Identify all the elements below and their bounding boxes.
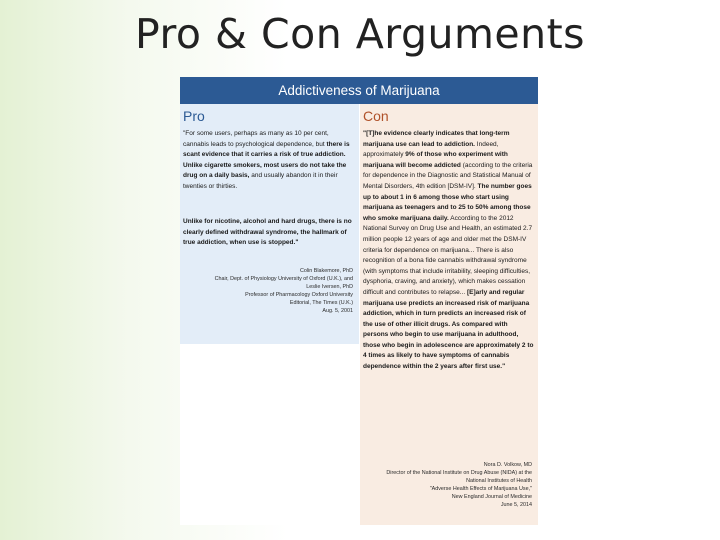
- pro-heading: Pro: [183, 108, 205, 124]
- pro-attribution-line: Aug. 5, 2001: [322, 307, 353, 314]
- con-attribution-line: National Institutes of Health: [466, 477, 532, 484]
- con-quote-part-e: The number goes up to about 1 in 6 among those who start using marijuana as teenagers and to 25 to 50% among those who smoke marijuana daily.: [363, 182, 532, 222]
- con-attribution-line: June 5, 2014: [500, 501, 532, 508]
- con-quote-part-f: According to the 2012 National Survey on Drug Use and Health, an estimated 2.7 million people 12 years of age and older met the DSM-IV criteria for dependence on marijuana... There is also recognition of a bona fide cannabis withdrawal syndrome (with symptoms that include irritability, sleeping difficulties, dysphoria, craving, and anxiety), which makes cessation difficult and contributes to relapse...: [363, 214, 533, 296]
- con-quote-part-d: (according to the criteria for dependence in the Diagnostic and Statistical Manual of Mental Disorders, 4th edition [DSM-IV].: [363, 161, 533, 190]
- slide-title: Pro & Con Arguments: [134, 10, 586, 58]
- pro-attribution-line: Professor of Pharmacology Oxford University: [245, 291, 353, 298]
- con-attribution-line: Nora D. Volkow, MD: [483, 462, 532, 468]
- pro-quote-paragraph-2: [183, 217, 355, 249]
- con-quote-part-a: "[T]he evidence clearly indicates that long-term marijuana use can lead to addiction.: [363, 130, 510, 148]
- con-column: [360, 104, 538, 525]
- con-heading: Con: [363, 108, 389, 124]
- con-quote-part-g: [E]arly and regular marijuana use predicts an increased risk of marijuana addiction, which in turn predicts an increased risk of the use of other illicit drugs. As compared with persons who begin to use marijuana in adulthood, those who begin in adolescence are approximately 2 to 4 times as likely to have symptoms of cannabis dependence within the 2 years after first use.": [363, 288, 534, 371]
- con-quote-part-c: 9% of those who experiment with marijuana will become addicted: [363, 151, 508, 169]
- panel-banner: Addictiveness of Marijuana: [180, 77, 538, 104]
- con-attribution-line: New England Journal of Medicine: [451, 493, 532, 500]
- pro-attribution-line: Editorial, The Times (U.K.): [289, 299, 353, 306]
- pro-quote-p1-part-b: there is scant evidence that it carries a risk of true addiction. Unlike cigarette smokers, most users do not take the drug on a daily basis,: [183, 140, 350, 180]
- con-attribution: [386, 462, 532, 509]
- pro-attribution-line: Leslie Iversen, PhD: [306, 283, 353, 290]
- con-attribution-line: Director of the National Institute on Drug Abuse (NIDA) at the: [386, 469, 532, 476]
- pro-attribution-line: Chair, Dept. of Physiology University of Oxford (U.K.), and: [214, 275, 353, 282]
- pro-quote-p1-part-a: "For some users, perhaps as many as 10 per cent, cannabis leads to psychological dependence, but: [183, 130, 329, 148]
- pro-column: [180, 104, 359, 344]
- con-quote-part-b: Indeed, approximately: [363, 140, 499, 159]
- pro-con-panel: [180, 77, 538, 525]
- pro-attribution-line: Colin Blakemore, PhD: [299, 268, 353, 274]
- pro-attribution: [215, 268, 353, 315]
- pro-quote-p1-part-c: and usually abandon it in their twenties or thirties.: [183, 172, 338, 190]
- pro-quote-paragraph-1: [183, 129, 355, 193]
- con-quote: [363, 129, 534, 373]
- pro-quote-p2: Unlike for nicotine, alcohol and hard drugs, there is no clearly defined withdrawal syndrome, the hallmark of true addiction, when use is stopped.": [183, 218, 352, 247]
- con-attribution-line: "Adverse Health Effects of Marijuana Use,": [429, 485, 532, 492]
